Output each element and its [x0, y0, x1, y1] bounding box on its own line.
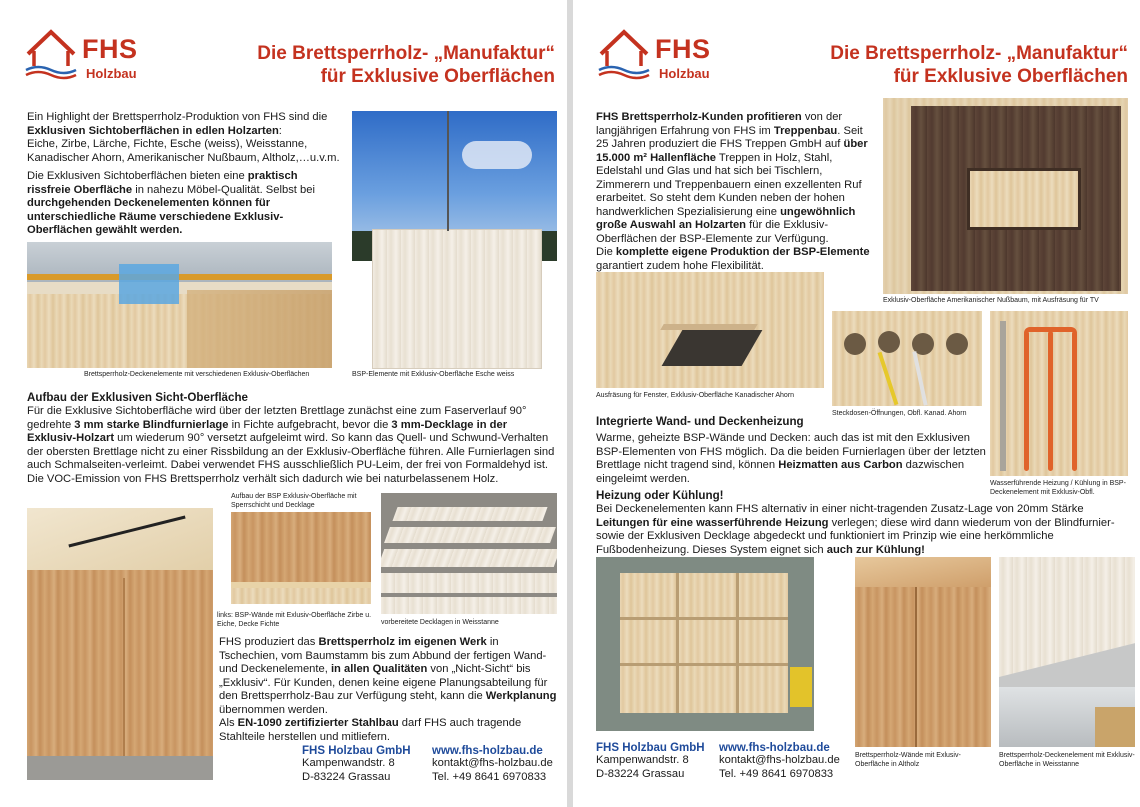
fhs-logo	[24, 22, 154, 84]
caption-steckdosen: Steckdosen-Öffnungen, Obfl. Kanad. Ahorn	[832, 410, 967, 417]
page-headline	[225, 42, 555, 88]
website-link[interactable]: www.fhs-holzbau.de	[432, 745, 543, 757]
photo-layer-buildup	[231, 512, 371, 604]
photo-aerial-construction	[596, 557, 814, 731]
house-logo-icon	[24, 24, 78, 82]
contact-address	[596, 742, 721, 781]
intro-text: Ein Highlight der Brettsperrholz-Produktion von FHS sind die Exklusiven Sichtoberflächen in edlen Holzarten: Eiche, Zirbe, Lärche, Fichte, Esche (weiss), Weisstanne, Kanadischer Ahorn, Amerikanischer Nußbaum, Altholz,…u.v.m. Die Exklusiven Sichtoberflächen bieten eine praktisch rissfreie Oberfläche in nahezu Möbel-Qualität. Selbst bei durchgehenden Deckenelementen können für unterschiedliche Räume verschiedene Exklusiv-Oberflächen gewählt werden.	[27, 111, 340, 236]
headline-line-1: Die Brettsperrholz- „Manufaktur“	[257, 43, 555, 64]
photo-socket-openings	[832, 311, 982, 406]
contact-web	[432, 745, 567, 784]
werk-text: FHS produziert das Brettsperrholz im eigenen Werk in Tschechien, vom Baumstamm bis zum Abbund der fertigen Wand- und Deckenelemente, in allen Qualitäten von „Nicht-Sicht“ bis „Exklusiv“. Für Kunden, denen keine eigene Planungsabteilung für den Brettsperrholz-Bau zur Verfügung steht, kann die Werkplanung übernommen werden. Als EN-1090 zertifizierter Stahlbau darf FHS auch tragende Stahlteile herstellen und mitliefern.	[219, 636, 557, 743]
photo-heating-pipes	[990, 311, 1128, 476]
email-link[interactable]: kontakt@fhs-holzbau.de	[719, 754, 840, 766]
logo-wordmark: FHS	[655, 34, 711, 64]
logo-subtitle: Holzbau	[86, 66, 137, 81]
photo-ceiling-elements	[27, 242, 332, 368]
caption-fenster: Ausfräsung für Fenster, Exklusiv-Oberfläche Kanadischer Ahorn	[596, 392, 795, 399]
photo-stacked-veneers	[381, 493, 557, 614]
surface-paragraph: Die Exklusiven Sichtoberflächen bieten eine praktisch rissfreie Oberfläche in nahezu Möbel-Qualität. Selbst bei durchgehenden Deckenelementen können für unterschiedliche Räume verschiedene Exklusiv-Oberflächen gewählt werden.	[27, 170, 315, 236]
fhs-logo	[597, 22, 727, 84]
headline-line-2: für Exklusive Oberflächen	[320, 66, 555, 87]
contact-web	[719, 742, 854, 781]
section-integriert	[596, 415, 986, 486]
photo-nussbaum-wall	[883, 98, 1128, 294]
headline-line-2: für Exklusive Oberflächen	[893, 66, 1128, 87]
caption-weisstanne-ceiling: Brettsperrholz-Deckenelement mit Exklusiv-Oberfläche in Weisstanne	[999, 752, 1135, 768]
company-name: FHS Holzbau GmbH	[596, 742, 705, 754]
street: Kampenwandstr. 8	[596, 754, 689, 766]
brochure-page-left	[0, 0, 567, 807]
caption-ceiling-elements: Brettsperrholz-Deckenelemente mit verschiedenen Exklusiv-Oberflächen	[84, 371, 310, 378]
email-link[interactable]: kontakt@fhs-holzbau.de	[432, 757, 553, 769]
treppenbau-text: FHS Brettsperrholz-Kunden profitieren von der langjährigen Erfahrung von FHS im Treppenbau. Seit 25 Jahren produziert die FHS Treppen GmbH auf über 15.000 m² Hallenfläche Treppen in Holz, Stahl, Edelstahl und Glas und hat sich bei Tischlern, Zimmerern und Treppenbauern einen exzellenten Ruf erarbeitet. So steht dem Kunden neben der hohen handwerklichen Spezialisierung eine ungewöhnlich große Auswahl an Holzarten für die Exklusiv-Oberflächen der BSP-Elemente zur Verfügung. Die komplette eigene Produktion der BSP-Elemente garantiert zudem hohe Flexibilität.	[596, 111, 870, 272]
headline-line-1: Die Brettsperrholz- „Manufaktur“	[830, 43, 1128, 64]
contact-address	[302, 745, 427, 784]
logo-subtitle: Holzbau	[659, 66, 710, 81]
heading-heizung: Heizung oder Kühlung!	[596, 489, 724, 502]
page-headline	[798, 42, 1128, 88]
section-aufbau	[27, 391, 557, 486]
company-name: FHS Holzbau GmbH	[302, 745, 411, 757]
caption-aufbau: Aufbau der BSP Exklusiv-Oberfläche mit Sperrschicht und Decklage	[231, 493, 357, 509]
photo-altholz-corner	[855, 557, 991, 747]
caption-bsp-esche: BSP-Elemente mit Exklusiv-Oberfläche Esche weiss	[352, 371, 515, 378]
heizung-text: Bei Deckenelementen kann FHS alternativ in einer nicht-tragenden Zusatz-Lage von 20mm Stärke Leitungen für eine wasserführende Heizung verlegen; diese wird dann wiederum von der Blindfurnier- sowie der Exklusiven Decklage abgedeckt und funktioniert im Prinzip wie eine herkömmliche Fußbodenheizung. Dieses System eignet sich auch zur Kühlung!	[596, 503, 1115, 556]
photo-window-cutout	[596, 272, 824, 388]
phone: Tel. +49 8641 6970833	[719, 767, 834, 780]
caption-nussbaum: Exklusiv-Oberfläche Amerikanischer Nußbaum, mit Ausfräsung für TV	[883, 297, 1099, 304]
city: D-83224 Grassau	[302, 770, 391, 783]
caption-heizung: Wasserführende Heizung / Kühlung in BSP-Deckenelement mit Exklusiv-Obfl.	[990, 480, 1126, 496]
photo-bsp-esche-weiss	[352, 111, 557, 369]
section-heizung-kuehlung	[596, 489, 1126, 557]
photo-room-interior	[27, 508, 213, 780]
caption-altholz: Brettsperrholz-Wände mit Exlusiv-Oberfläche in Altholz	[855, 752, 961, 768]
phone: Tel. +49 8641 6970833	[432, 770, 547, 783]
heading-integriert: Integrierte Wand- und Deckenheizung	[596, 415, 804, 428]
integriert-text: Warme, geheizte BSP-Wände und Decken: auch das ist mit den Exklusiven BSP-Elementen von FHS möglich. Da die beiden Furnierlagen über der letzten Brettlage nicht tragend sind, können Heizmatten aus Carbon dazwischen eingeleimt werden.	[596, 432, 986, 485]
heading-aufbau: Aufbau der Exklusiven Sicht-Oberfläche	[27, 391, 248, 404]
house-logo-icon	[597, 24, 651, 82]
city: D-83224 Grassau	[596, 767, 685, 780]
photo-weisstanne-ceiling	[999, 557, 1135, 747]
caption-walls-zirbe: links: BSP-Wände mit Exlusiv-Oberfläche Zirbe u. Eiche, Decke Fichte	[217, 612, 372, 628]
logo-wordmark: FHS	[82, 34, 138, 64]
brochure-page-right	[573, 0, 1140, 807]
caption-weisstanne: vorbereitete Decklagen in Weisstanne	[381, 619, 499, 626]
street: Kampenwandstr. 8	[302, 757, 395, 769]
aufbau-text: Für die Exklusive Sichtoberfläche wird über der letzten Brettlage zunächst eine zum Faserverlauf 90° gedrehte 3 mm starke Blindfurnierlage in Fichte aufgebracht, bevor die 3 mm-Decklage in der Exklusiv-Holzart um wiederum 90° versetzt aufgeleimt wird. So kann das Quell- und Schwund-Verhalten der obersten Brettlage nicht zu einer Rissbildung an der Exklusiv-Oberfläche führen. Alle Furnierlagen sind auch Schmalseiten-verleimt. Dabei verwendet FHS ausschließlich PU-Leim, der frei von Formaldehyd ist. Die VOC-Emission von FHS Brettsperrholz verhält sich dadurch wie bei naturbelassenem Holz.	[27, 405, 555, 485]
website-link[interactable]: www.fhs-holzbau.de	[719, 742, 830, 754]
